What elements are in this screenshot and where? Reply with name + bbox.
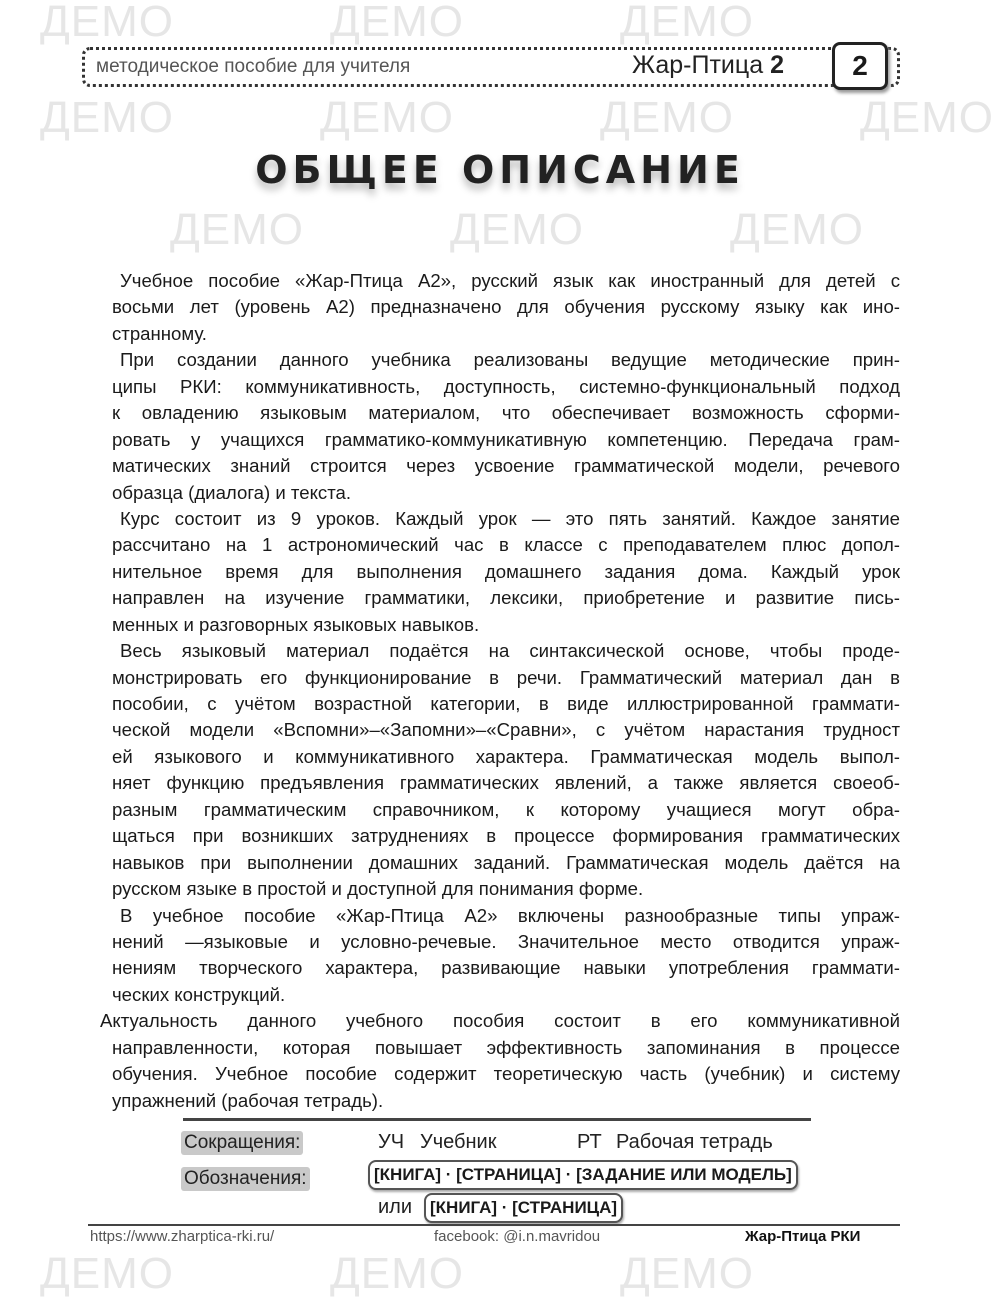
- paragraph-line: образца (диалога) и текста.: [112, 481, 352, 503]
- abbr-text-uchebnik: Учебник: [420, 1131, 497, 1153]
- watermark-text: ДЕМО: [40, 0, 175, 46]
- paragraph-line: монстрировать его функционирование в речи. Грамматический материал дан в: [112, 666, 900, 688]
- footer-facebook: facebook: @i.n.mavridou: [434, 1228, 601, 1245]
- watermark-text: ДЕМО: [40, 93, 175, 142]
- notation-or: или: [378, 1196, 413, 1218]
- watermark-text: ДЕМО: [450, 205, 585, 254]
- abbr-text-workbook: Рабочая тетрадь: [616, 1131, 773, 1153]
- book-number: 2: [770, 51, 784, 79]
- watermark-text: ДЕМО: [170, 205, 305, 254]
- paragraph-line: ческой модели «Вспомни»–«Запомни»–«Сравни», с учётом нарастания трудност: [112, 719, 900, 741]
- paragraph-line: нениям творческого характера, развивающие навыки употребления граммати-: [112, 957, 900, 979]
- paragraph-line: навыков при выполнении домашних заданий. Грамматическая модель даётся на: [112, 851, 900, 873]
- notation-short: [КНИГА] · [СТРАНИЦА]: [424, 1193, 623, 1223]
- watermark-text: ДЕМО: [330, 1249, 465, 1298]
- paragraph-line: русском языке в простой и доступной для понимания форме.: [112, 878, 644, 900]
- watermark-text: ДЕМО: [40, 1249, 175, 1298]
- divider: [183, 1118, 811, 1121]
- paragraph-line: ципы РКИ: коммуникативность, доступность, системно-функциональный подход: [112, 375, 900, 397]
- paragraph-line: направлен на изучение грамматики, лексики, приобретение и развитие пись-: [112, 587, 900, 609]
- paragraph-line: восьми лет (уровень А2) предназначено для обучения русскому языку как ино-: [112, 296, 900, 318]
- abbr-code-rt: РТ: [577, 1131, 602, 1153]
- page-title: ОБЩЕЕ ОПИСАНИЕ: [255, 148, 745, 192]
- paragraph-line: При создании данного учебника реализованы ведущие методические прин-: [120, 349, 900, 371]
- paragraph-line: пособии, с учётом возрастной категории, в виде иллюстрированной граммати-: [112, 693, 900, 714]
- paragraph-line: разным грамматическим справочником, к которому учащиеся могут обра-: [112, 798, 900, 820]
- footer-brand: Жар-Птица РКИ: [745, 1228, 861, 1245]
- paragraph-line: обучения. Учебное пособие содержит теоретическую часть (учебник) и систему: [112, 1063, 900, 1085]
- paragraph-line: менных и разговорных языковых навыков.: [112, 613, 480, 635]
- paragraph-line: упражнений (рабочая тетрадь).: [112, 1089, 384, 1111]
- paragraph-line: нительное время для выполнения домашнего задания дома. Каждый урок: [112, 560, 900, 582]
- paragraph-line: ей языкового и коммуникативного характера. Грамматическая модель выпол-: [112, 745, 900, 767]
- notation-label: Обозначения:: [181, 1167, 310, 1191]
- watermark-text: ДЕМО: [730, 205, 865, 254]
- header-subtitle: методическое пособие для учителя: [96, 56, 411, 77]
- notation-full: [КНИГА] · [СТРАНИЦА] · [ЗАДАНИЕ ИЛИ МОДЕЛЬ]: [368, 1160, 798, 1190]
- paragraph-line: щаться при возникших затруднениях в процессе формирования грамматических: [112, 825, 900, 847]
- paragraph-line: нений —языковые и условно-речевые. Значительное место отводится упраж-: [112, 930, 900, 952]
- watermark-text: ДЕМО: [600, 93, 735, 142]
- paragraph-line: направленности, которая повышает эффективность запоминания в процессе: [112, 1036, 900, 1058]
- watermark-text: ДЕМО: [620, 1249, 755, 1298]
- paragraph-line: няет функцию предъявления грамматических явлений, а также является своеоб-: [112, 772, 900, 794]
- paragraph-line: Весь языковый материал подаётся на синтаксической основе, чтобы проде-: [120, 640, 900, 662]
- header-book-title: [632, 51, 784, 80]
- body-text: [100, 268, 900, 1114]
- paragraph-line: рассчитано на 1 астрономический час в классе с преподавателем плюс допол-: [112, 534, 900, 556]
- paragraph-line: Актуальность данного учебного пособия состоит в его коммуникативной: [100, 1010, 900, 1032]
- book-title: Жар-Птица: [632, 51, 764, 79]
- paragraph-line: к овладению языковым материалом, что обеспечивает возможность сформи-: [112, 402, 900, 424]
- paragraph-line: Учебное пособие «Жар-Птица А2», русский язык как иностранный для детей с: [120, 270, 900, 291]
- watermark-text: ДЕМО: [330, 0, 465, 46]
- paragraph-line: ровать у учащихся грамматико-коммуникативную компетенцию. Передача грам-: [112, 428, 900, 450]
- footer-divider: [88, 1224, 900, 1226]
- paragraph-line: странному.: [112, 322, 207, 344]
- paragraph-line: ческих конструкций.: [112, 983, 286, 1005]
- abbr-code-uch: УЧ: [378, 1131, 405, 1153]
- watermark-text: ДЕМО: [620, 0, 755, 46]
- page-number: 2: [832, 42, 888, 90]
- watermark-text: ДЕМО: [860, 93, 995, 142]
- paragraph-line: Курс состоит из 9 уроков. Каждый урок — это пять занятий. Каждое занятие: [120, 507, 900, 529]
- paragraph-line: В учебное пособие «Жар-Птица А2» включены разнообразные типы упраж-: [120, 904, 900, 926]
- abbreviations-label: Сокращения:: [181, 1131, 303, 1155]
- paragraph-line: матических знаний строится через усвоение грамматической модели, речевого: [112, 455, 900, 477]
- footer-website-link[interactable]: https://www.zharptica-rki.ru/: [90, 1228, 275, 1245]
- watermark-text: ДЕМО: [320, 93, 455, 142]
